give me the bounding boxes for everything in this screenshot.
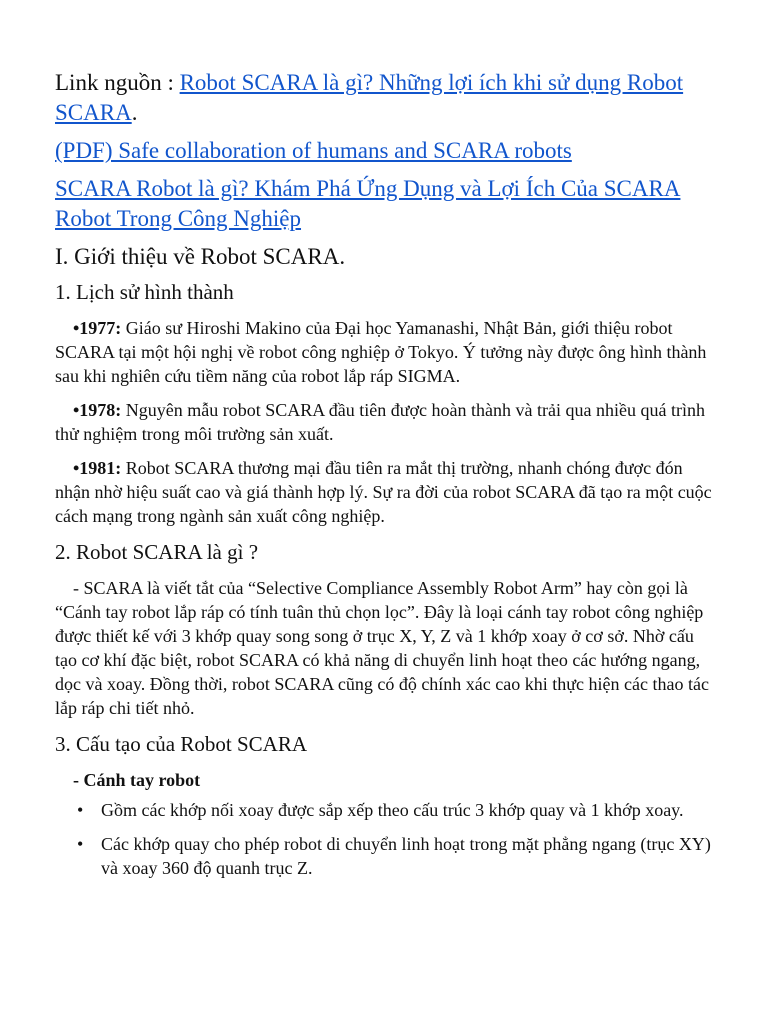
source-line-3	[55, 174, 712, 234]
bullet-marker: •	[77, 800, 84, 820]
history-item-1977	[55, 316, 712, 388]
definition-paragraph: - SCARA là viết tắt của “Selective Compliance Assembly Robot Arm” hay còn gọi là “Cánh tay robot lắp ráp có tính tuân thủ chọn lọc”. Đây là loại cánh tay robot công nghiệp được thiết kế với 3 khớp quay song song ở trục X, Y, Z và 1 khớp xoay ở cơ sở. Nhờ cấu tạo cơ khí đặc biệt, robot SCARA có khả năng di chuyển linh hoạt theo các hướng ngang, dọc và xoay. Đồng thời, robot SCARA cũng có độ chính xác cao khi thực hiện các thao tác lắp ráp chi tiết nhỏ.	[55, 578, 709, 718]
history-item-1981	[55, 456, 712, 528]
history-text: Robot SCARA thương mại đầu tiên ra mắt thị trường, nhanh chóng được đón nhận nhờ hiệu suất cao và giá thành hợp lý. Sự ra đời của robot SCARA đã tạo ra một cuộc cách mạng trong ngành sản xuất công nghiệp.	[55, 458, 712, 526]
source-link-2[interactable]: (PDF) Safe collaboration of humans and SCARA robots	[55, 138, 572, 163]
history-item-1978	[55, 398, 712, 446]
history-text: Nguyên mẫu robot SCARA đầu tiên được hoàn thành và trải qua nhiều quá trình thử nghiệm trong môi trường sản xuất.	[55, 400, 705, 444]
source-line-2	[55, 136, 712, 166]
source-period: .	[131, 100, 138, 125]
source-link-1[interactable]: Robot SCARA là gì? Những lợi ích khi sử dụng Robot SCARA	[55, 70, 684, 125]
bullet-text: Gồm các khớp nối xoay được sắp xếp theo cấu trúc 3 khớp quay và 1 khớp xoay.	[101, 800, 684, 820]
list-item	[77, 798, 712, 822]
structure-heading: 3. Cấu tạo của Robot SCARA	[55, 732, 307, 756]
source-line-1	[55, 68, 712, 128]
history-year: •1978:	[73, 400, 122, 420]
arm-bullet-list	[55, 798, 712, 880]
list-item	[77, 832, 712, 880]
history-text: Giáo sư Hiroshi Makino của Đại học Yamanashi, Nhật Bản, giới thiệu robot SCARA tại một hội nghị về robot công nghiệp ở Tokyo. Ý tưởng này được ông hình thành sau khi nghiên cứu tiềm năng của robot lắp ráp SIGMA.	[55, 318, 707, 386]
history-year: •1981:	[73, 458, 122, 478]
source-link-3[interactable]: SCARA Robot là gì? Khám Phá Ứng Dụng và Lợi Ích Của SCARA Robot Trong Công Nghiệp	[55, 176, 681, 231]
arm-subheading: - Cánh tay robot	[73, 770, 201, 790]
definition-heading: 2. Robot SCARA là gì ?	[55, 540, 259, 564]
history-heading: 1. Lịch sử hình thành	[55, 280, 234, 304]
section-title: I. Giới thiệu về Robot SCARA.	[55, 244, 346, 269]
history-year: •1977:	[73, 318, 122, 338]
source-label: Link nguồn :	[55, 70, 174, 95]
bullet-marker: •	[77, 834, 84, 854]
bullet-text: Các khớp quay cho phép robot di chuyển linh hoạt trong mặt phẳng ngang (trục XY) và xoay 360 độ quanh trục Z.	[101, 834, 711, 878]
